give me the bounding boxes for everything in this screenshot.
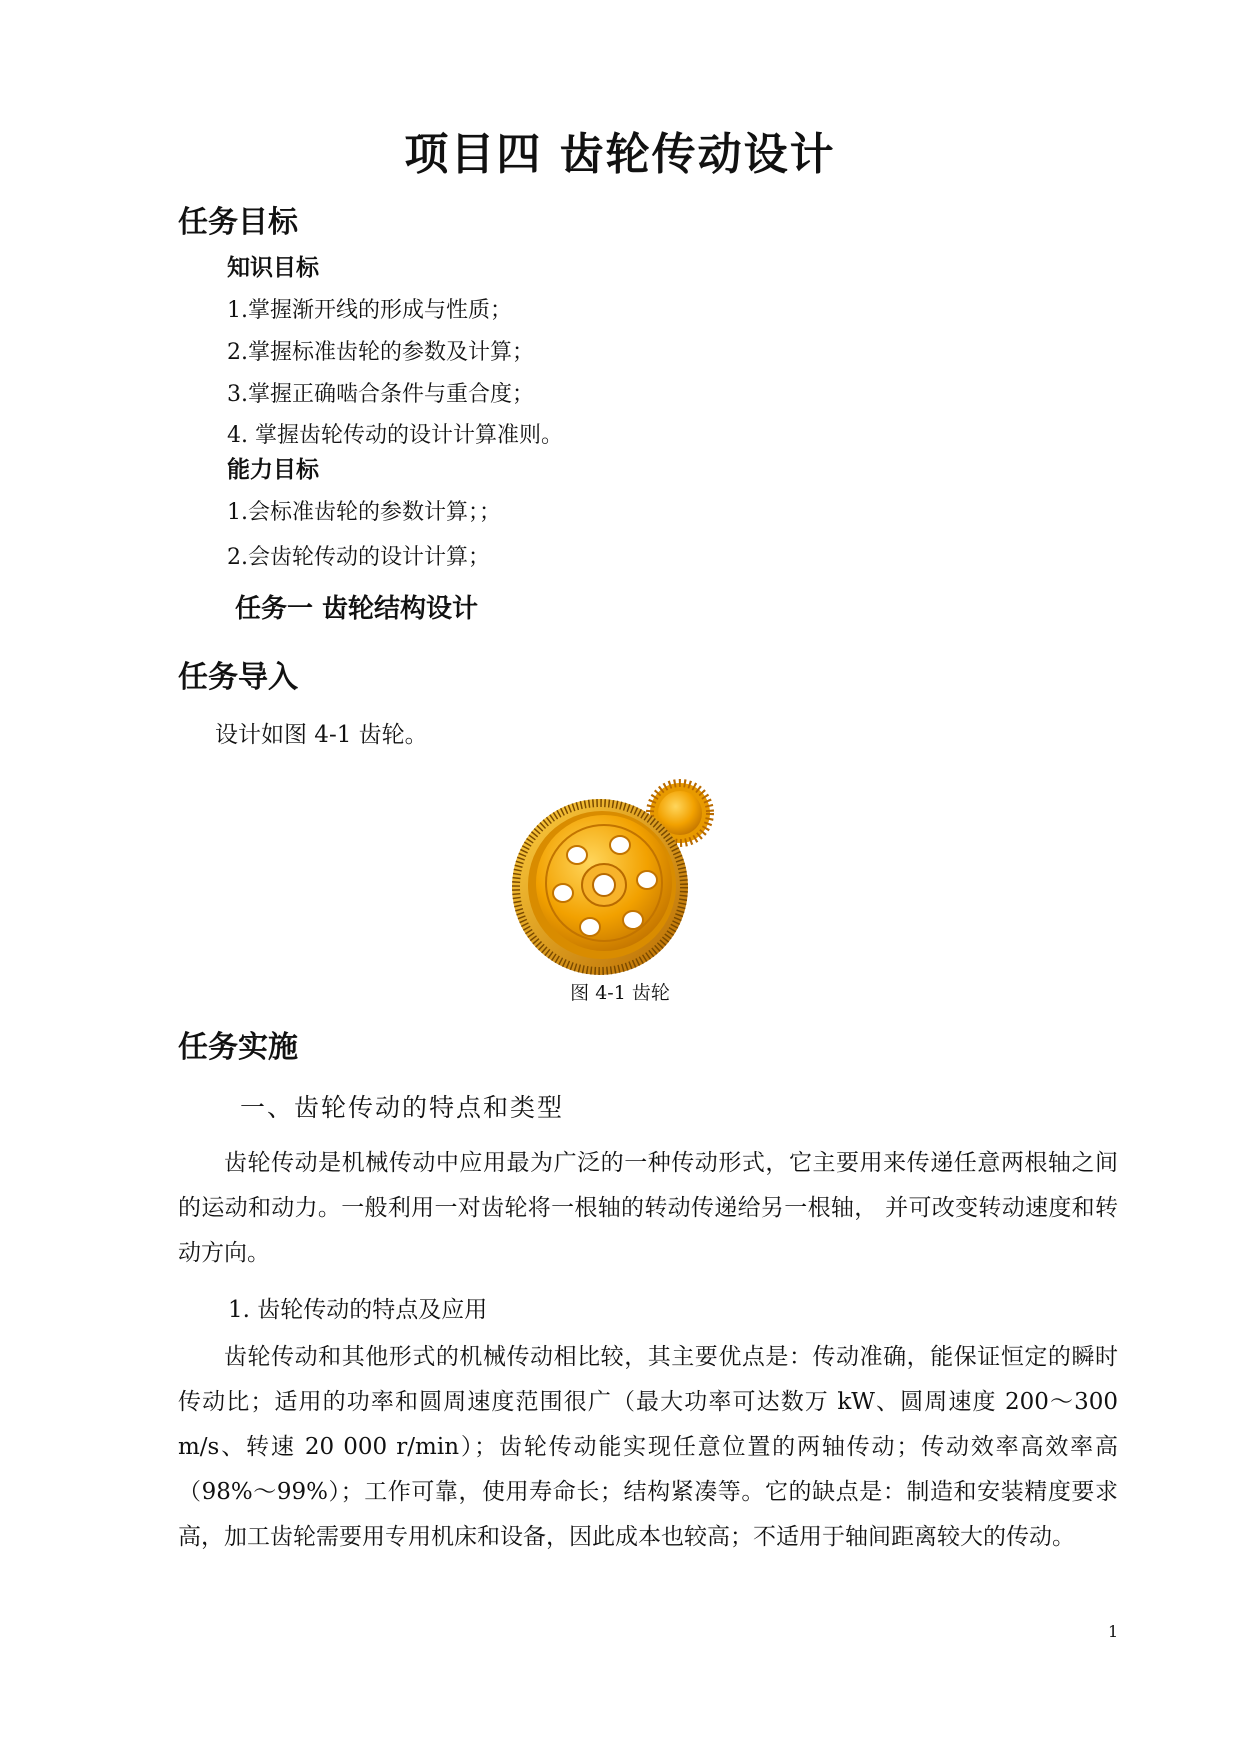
section-heading-intro: 任务导入: [178, 660, 298, 695]
page-title: 项目四 齿轮传动设计: [404, 129, 836, 180]
gear-illustration: [505, 775, 725, 980]
page-number: 1: [1108, 1622, 1119, 1641]
subsection-heading-features: 一、齿轮传动的特点和类型: [240, 1093, 565, 1122]
item-heading-features: 1. 齿轮传动的特点及应用: [228, 1297, 488, 1323]
ability-goals-heading: 能力目标: [227, 457, 319, 483]
section-heading-implementation: 任务实施: [178, 1030, 298, 1065]
paragraph-advantages: 齿轮传动和其他形式的机械传动相比较，其主要优点是：传动准确，能保证恒定的瞬时传动比；适用的功率和圆周速度范围很广（最大功率可达数万 kW、圆周速度 200～300 m/s、转速 20 000 r/min）；齿轮传动能实现任意位置的两轴传动；传动效率高效率高（98%～99%）；工作可靠，使用寿命长；结构紧凑等。它的缺点是：制造和安装精度要求高，加工齿轮需要用专用机床和设备，因此成本也较高；不适用于轴间距离较大的传动。: [178, 1344, 1118, 1550]
knowledge-item: 1.掌握渐开线的形成与性质；: [227, 298, 512, 323]
figure-caption: 图 4-1 齿轮: [570, 982, 670, 1004]
knowledge-item: 2.掌握标准齿轮的参数及计算；: [227, 340, 534, 365]
task-one-heading: 任务一 齿轮结构设计: [235, 594, 479, 624]
ability-item: 2.会齿轮传动的设计计算；: [227, 545, 490, 570]
main-gear: [512, 799, 688, 975]
paragraph-intro: 齿轮传动是机械传动中应用最为广泛的一种传动形式，它主要用来传递任意两根轴之间的运动和动力。一般利用一对齿轮将一根轴的转动传递给另一根轴， 并可改变转动速度和转动方向。: [178, 1150, 1118, 1266]
intro-text: 设计如图 4-1 齿轮。: [215, 722, 428, 748]
section-heading-goals: 任务目标: [178, 205, 298, 240]
ability-item: 1.会标准齿轮的参数计算；；: [227, 500, 501, 525]
knowledge-item: 3.掌握正确啮合条件与重合度；: [227, 382, 534, 407]
knowledge-goals-heading: 知识目标: [227, 255, 319, 281]
knowledge-item: 4. 掌握齿轮传动的设计计算准则。: [227, 423, 563, 448]
